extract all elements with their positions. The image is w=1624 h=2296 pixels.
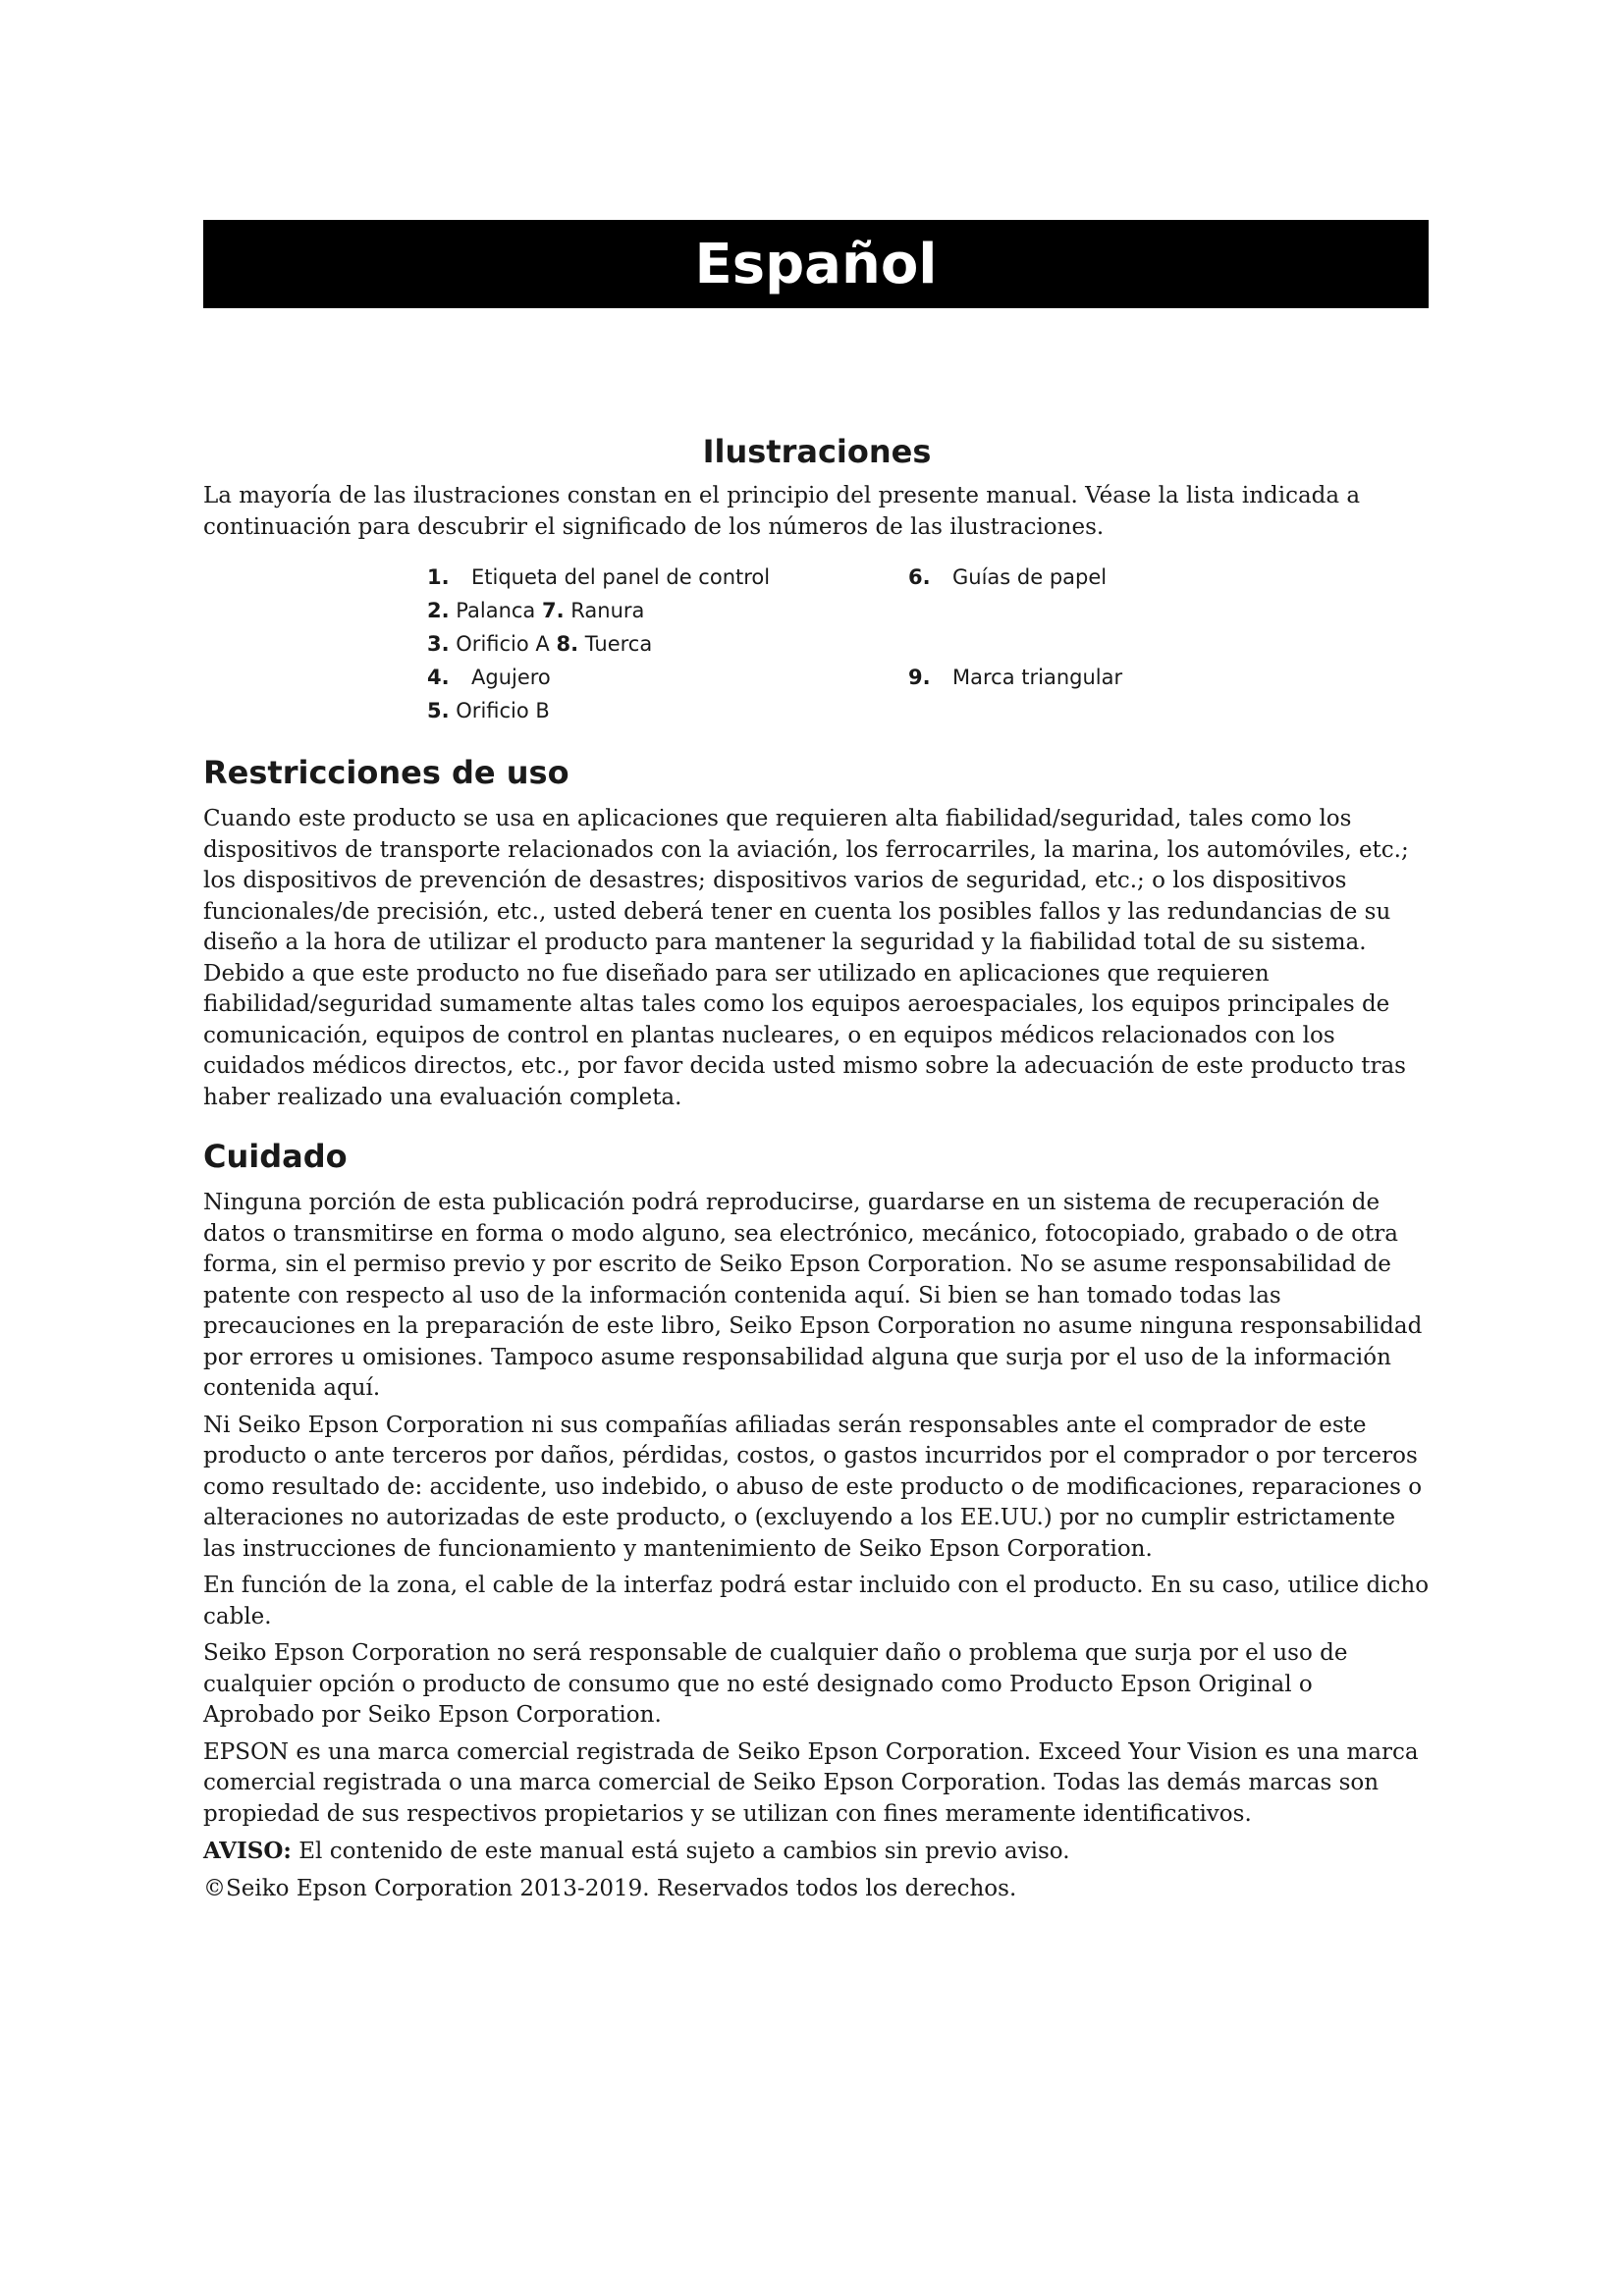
notice-text: El contenido de este manual está sujeto a cambios sin previo aviso. — [291, 1839, 1070, 1864]
caution-paragraph-4: Seiko Epson Corporation no será responsable de cualquier daño o problema que surja por el uso de cualquier opción o producto de consumo que no esté designado como Producto Epson Original o Aprobado por Seiko Epson Corporation. — [203, 1640, 1348, 1728]
legend-number: 4. — [427, 666, 450, 689]
legend-number: 6. — [908, 565, 931, 589]
legend-label: Marca triangular — [952, 666, 1123, 689]
legend-label: Orificio A — [456, 632, 550, 656]
caution-paragraph-3: En función de la zona, el cable de la interfaz podrá estar incluido con el producto. En su caso, utilice dicho cable. — [203, 1573, 1430, 1629]
legend-label: Guías de papel — [952, 565, 1108, 589]
caution-paragraph-5: EPSON es una marca comercial registrada de Seiko Epson Corporation. Exceed Your Vision es una marca comercial registrada o una marca comercial de Seiko Epson Corporation. Todas las demás marcas son propiedad de sus respectivos propietarios y se utilizan con fines meramente identificativos. — [203, 1738, 1419, 1827]
language-banner — [203, 220, 1429, 308]
notice-paragraph — [203, 1836, 1431, 1868]
legend-label: Orificio B — [456, 699, 550, 722]
restrictions-section — [203, 753, 1431, 1113]
legend-row — [427, 694, 1431, 727]
legend-label: Tuerca — [584, 632, 653, 656]
legend-label: Ranura — [570, 599, 645, 622]
document-body — [203, 432, 1431, 1910]
restrictions-heading: Restricciones de uso — [203, 754, 569, 791]
illustration-legend — [427, 561, 1431, 727]
legend-number: 5. — [427, 699, 450, 722]
notice-label: AVISO: — [203, 1838, 292, 1864]
legend-row — [427, 594, 1431, 627]
legend-row — [427, 561, 1431, 594]
legend-number: 1. — [427, 565, 450, 589]
legend-number: 7. — [542, 599, 565, 622]
legend-number: 8. — [556, 632, 579, 656]
caution-section — [203, 1137, 1431, 1904]
caution-heading: Cuidado — [203, 1138, 348, 1175]
legend-label: Palanca — [456, 599, 536, 622]
restrictions-paragraph: Cuando este producto se usa en aplicaciones que requieren alta fiabilidad/seguridad, tales como los dispositivos de transporte relacionados con la aviación, los ferrocarriles, la marina, los automóviles, etc.; los dispositivos de prevención de desastres; dispositivos varios de seguridad, etc.; o los dispositivos funcionales/de precisión, etc., usted deberá tener en cuenta los posibles fallos y las redundancias de su diseño a la hora de utilizar el producto para mantener la seguridad y la fiabilidad total de su sistema. Debido a que este producto no fue diseñado para ser utilizado en aplicaciones que requieren fiabilidad/seguridad sumamente altas tales como los equipos aeroespaciales, los equipos principales de comunicación, equipos de control en plantas nucleares, o en equipos médicos relacionados con los cuidados médicos directos, etc., por favor decida usted mismo sobre la adecuación de este producto tras haber realizado una evaluación completa. — [203, 806, 1409, 1110]
caution-paragraph-2: Ni Seiko Epson Corporation ni sus compañías afiliadas serán responsables ante el comprador de este producto o ante terceros por daños, pérdidas, costos, o gastos incurridos por el comprador o por terceros como resultado de: accidente, uso indebido, o abuso de este producto o de modificaciones, reparaciones o alteraciones no autorizadas de este producto, o (excluyendo a los EE.UU.) por no cumplir estrictamente las instrucciones de funcionamiento y mantenimiento de Seiko Epson Corporation. — [203, 1412, 1423, 1562]
legend-number: 3. — [427, 632, 450, 656]
illustrations-heading: Ilustraciones — [702, 433, 932, 470]
legend-number: 2. — [427, 599, 450, 622]
copyright-line: ©Seiko Epson Corporation 2013-2019. Reservados todos los derechos. — [203, 1875, 1017, 1901]
legend-label: Agujero — [471, 666, 551, 689]
illustrations-intro: La mayoría de las ilustraciones constan en el principio del presente manual. Véase la lista indicada a continuación para descubrir el significado de los números de las ilustraciones. — [203, 483, 1361, 540]
legend-label: Etiqueta del panel de control — [471, 565, 771, 589]
legend-row — [427, 661, 1431, 694]
legend-number: 9. — [908, 666, 931, 689]
legend-row — [427, 627, 1431, 661]
caution-paragraph-1: Ninguna porción de esta publicación podrá reproducirse, guardarse en un sistema de recuperación de datos o transmitirse en forma o modo alguno, sea electrónico, mecánico, fotocopiado, grabado o de otra forma, sin el permiso previo y por escrito de Seiko Epson Corporation. No se asume responsabilidad de patente con respecto al uso de la información contenida aquí. Si bien se han tomado todas las precauciones en la preparación de este libro, Seiko Epson Corporation no asume ninguna responsabilidad por errores u omisiones. Tampoco asume responsabilidad alguna que surja por el uso de la información contenida aquí. — [203, 1190, 1423, 1401]
banner-title: Español — [694, 232, 938, 296]
